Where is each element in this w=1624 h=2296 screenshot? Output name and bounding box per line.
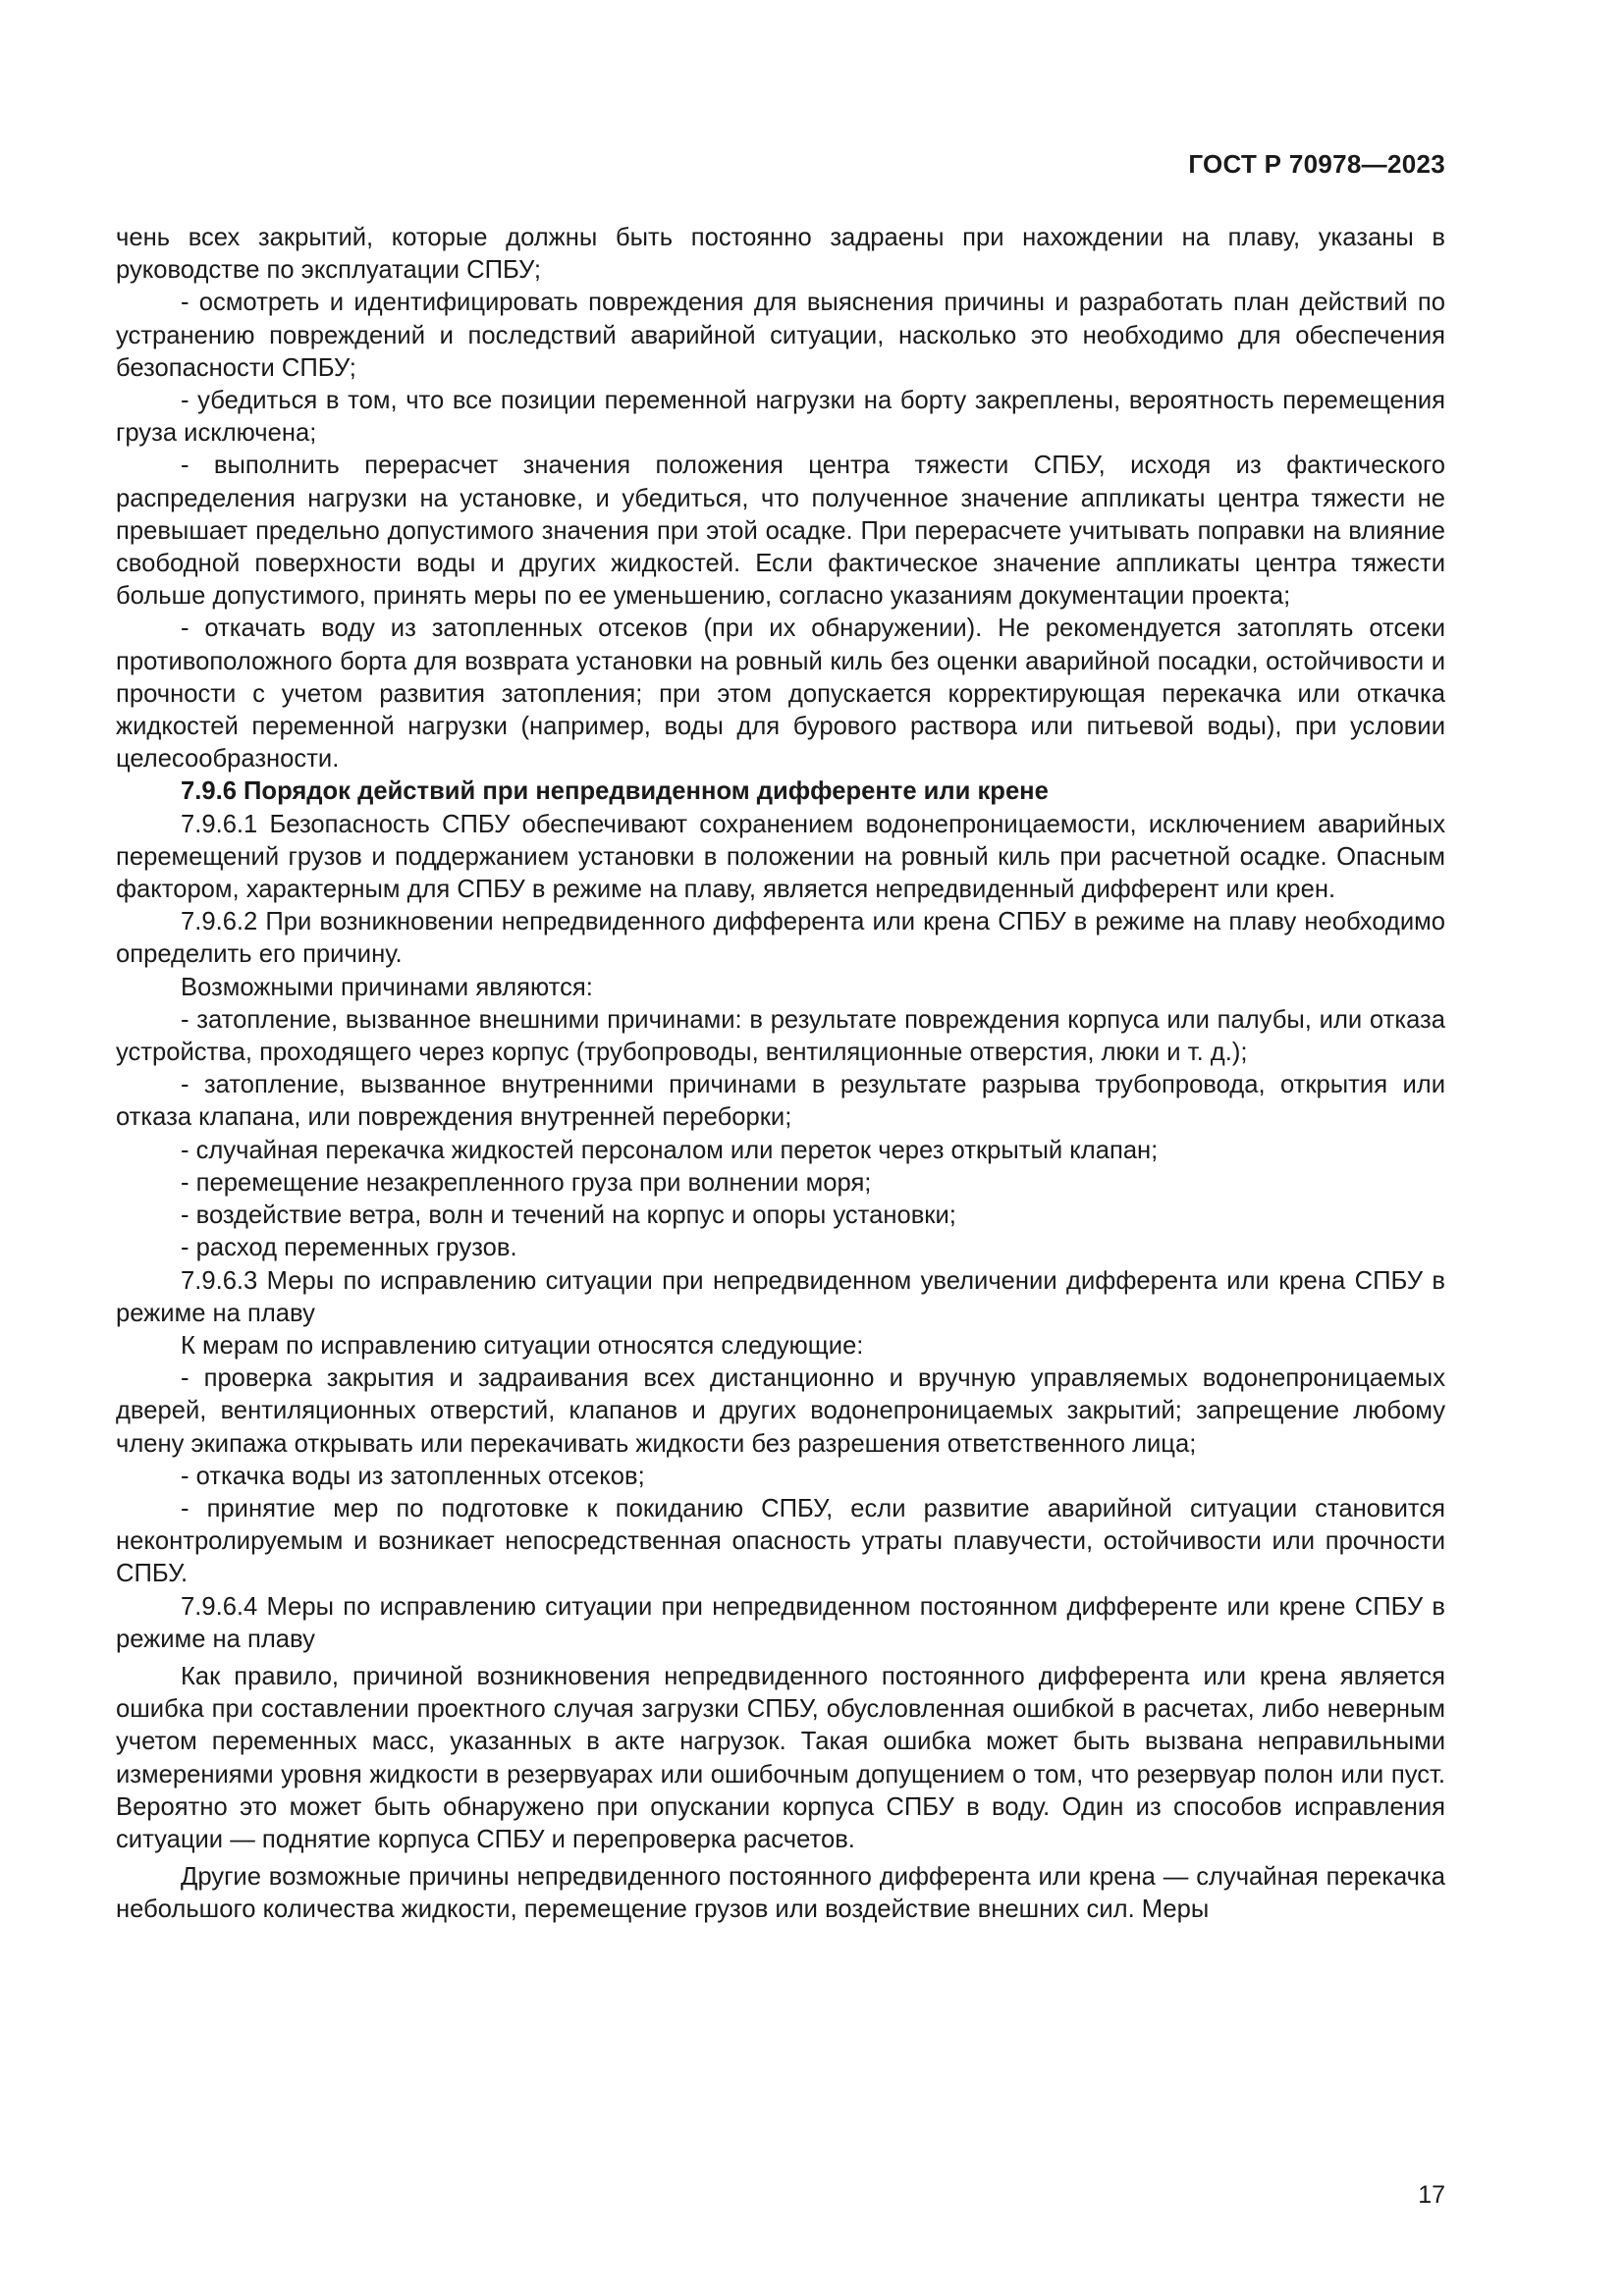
paragraph: 7.9.6.1 Безопасность СПБУ обеспечивают сохранением водонепроницаемости, исключением аварийных перемещений грузов и поддержанием установки в положении на ровный киль при расчетной осадке. Опасным фактором, характерным для СПБУ в режиме на плаву, является непредвиденный дифферент или крен. [116, 810, 1445, 904]
page-number: 17 [1418, 2181, 1445, 2209]
paragraph: чень всех закрытий, которые должны быть постоянно задраены при нахождении на плаву, указаны в руководстве по эксплуатации СПБУ; [116, 224, 1445, 285]
list-item: - перемещение незакрепленного груза при волнении моря; [181, 1168, 872, 1197]
paragraph: Как правило, причиной возникновения непредвиденного постоянного дифферента или крена является ошибка при составлении проектного случая загрузки СПБУ, обусловленная ошибкой в расчетах, либо неверным учетом переменных масс, указанных в акте нагрузок. Такая ошибка может быть вызвана неправильными измерениями уровня жидкости в резервуарах или ошибочным допущением о том, что резервуар полон или пуст. Вероятно это может быть обнаружено при опускании корпуса СПБУ в воду. Один из способов исправления ситуации — поднятие корпуса СПБУ и перепроверка расчетов. [116, 1662, 1445, 1853]
list-item: - затопление, вызванное внешними причинами: в результате повреждения корпуса или палубы, или отказа устройства, проходящего через корпус (трубопроводы, вентиляционные отверстия, люки и т. д.); [116, 1005, 1445, 1067]
list-item: - откачать воду из затопленных отсеков (при их обнаружении). Не рекомендуется затоплять отсеки противоположного борта для возврата установки на ровный киль без оценки аварийной посадки, остойчивости и прочности с учетом развития затопления; при этом допускается корректирующая перекачка или откачка жидкостей переменной нагрузки (например, воды для бурового раствора или питьевой воды), при условии целесообразности. [116, 614, 1445, 774]
standard-code-header: ГОСТ Р 70978—2023 [1188, 149, 1445, 179]
paragraph: К мерам по исправлению ситуации относятся следующие: [181, 1331, 864, 1360]
list-item: - убедиться в том, что все позиции переменной нагрузки на борту закреплены, вероятность перемещения груза исключена; [116, 387, 1445, 448]
paragraph: 7.9.6.2 При возникновении непредвиденного дифферента или крена СПБУ в режиме на плаву необходимо определить его причину. [116, 908, 1445, 969]
list-item: - воздействие ветра, волн и течений на корпус и опоры установки; [181, 1201, 956, 1230]
list-item: - проверка закрытия и задраивания всех дистанционно и вручную управляемых водонепроницаемых дверей, вентиляционных отверстий, клапанов и других водонепроницаемых закрытий; запрещение любому члену экипажа открывать или перекачивать жидкости без разрешения ответственного лица; [116, 1364, 1445, 1458]
paragraph: Возможными причинами являются: [181, 973, 593, 1001]
list-item: - расход переменных грузов. [181, 1234, 517, 1262]
list-item: - затопление, вызванное внутренними причинами в результате разрыва трубопровода, открытия или отказа клапана, или повреждения внутренней переборки; [116, 1071, 1445, 1132]
paragraph: Другие возможные причины непредвиденного постоянного дифферента или крена — случайная перекачка небольшого количества жидкости, перемещение грузов или воздействие внешних сил. Меры [116, 1863, 1445, 1924]
list-item: - случайная перекачка жидкостей персоналом или переток через открытый клапан; [181, 1136, 1159, 1164]
list-item: - откачка воды из затопленных отсеков; [181, 1462, 645, 1490]
list-item: - принятие мер по подготовке к покиданию СПБУ, если развитие аварийной ситуации становится неконтролируемым и возникает непосредственная опасность утраты плавучести, остойчивости или прочности СПБУ. [116, 1494, 1445, 1588]
list-item: - осмотреть и идентифицировать повреждения для выяснения причины и разработать план действий по устранению повреждений и последствий аварийной ситуации, насколько это необходимо для обеспечения безопасности СПБУ; [116, 289, 1445, 382]
paragraph: 7.9.6.4 Меры по исправлению ситуации при непредвиденном постоянном дифференте или крене СПБУ в режиме на плаву [116, 1592, 1445, 1653]
section-heading: 7.9.6 Порядок действий при непредвиденном дифференте или крене [181, 777, 1049, 806]
document-body [116, 222, 1445, 1927]
list-item: - выполнить перерасчет значения положения центра тяжести СПБУ, исходя из фактического распределения нагрузки на установке, и убедиться, что полученное значение аппликаты центра тяжести не превышает предельно допустимого значения при этой осадке. При перерасчете учитывать поправки на влияние свободной поверхности воды и других жидкостей. Если фактическое значение аппликаты центра тяжести больше допустимого, принять меры по ее уменьшению, согласно указаниям документации проекта; [116, 452, 1445, 611]
paragraph: 7.9.6.3 Меры по исправлению ситуации при непредвиденном увеличении дифферента или крена СПБУ в режиме на плаву [116, 1266, 1445, 1327]
